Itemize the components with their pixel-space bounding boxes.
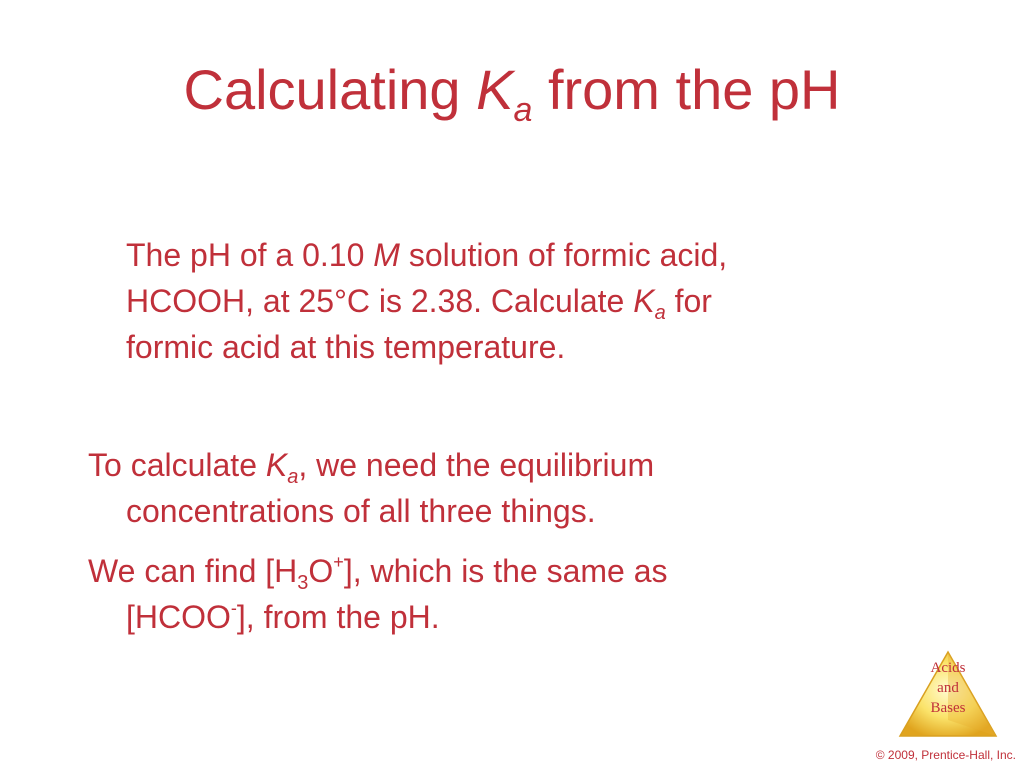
para2-line-1-text-c: ], which is the same as — [343, 553, 668, 589]
problem-line-2 — [126, 278, 946, 324]
title-k-subscript: a — [513, 91, 533, 129]
para2-line-2-text-a: [HCOO — [126, 599, 231, 635]
para1-line-1-text-a: To calculate — [88, 447, 266, 483]
para1-line-2: concentrations of all three things. — [126, 493, 596, 529]
problem-line-1-text-b: solution of formic acid, — [399, 237, 728, 273]
para2-line-1-text-b: O — [308, 553, 334, 589]
para1-k-symbol: K — [265, 447, 288, 483]
title-k-symbol: K — [476, 58, 514, 121]
title-text-before: Calculating — [183, 58, 477, 121]
paragraph-find-concentration — [88, 548, 948, 640]
problem-k-symbol: K — [633, 283, 655, 319]
para2-line-2 — [88, 594, 948, 640]
hydronium-subscript: 3 — [297, 572, 309, 594]
para1-line-1 — [88, 442, 948, 488]
logo-text-acids: Acids — [930, 660, 966, 676]
copyright-notice: © 2009, Prentice-Hall, Inc. — [875, 748, 1016, 762]
problem-statement — [126, 232, 946, 370]
problem-line-2-text-b: for — [665, 283, 712, 319]
logo-text — [896, 658, 1000, 718]
title-text-after: from the pH — [532, 58, 841, 121]
problem-line-3: formic acid at this temperature. — [126, 329, 566, 365]
problem-line-1 — [126, 232, 946, 278]
logo-text-bases: Bases — [930, 700, 966, 716]
problem-line-1-text-a: The pH of a 0.10 — [126, 237, 374, 273]
molarity-symbol: M — [373, 237, 400, 273]
paragraph-ka-requirement — [88, 442, 948, 534]
para1-line-1-text-b: , we need the equilibrium — [298, 447, 655, 483]
slide-title — [0, 50, 1024, 130]
para1-k-subscript: a — [287, 466, 299, 488]
hydronium-charge: + — [333, 552, 344, 572]
problem-line-2-text-a: HCOOH, at 25°C is 2.38. Calculate — [126, 283, 634, 319]
para2-line-2-text-b: ], from the pH. — [236, 599, 440, 635]
problem-k-subscript: a — [654, 302, 666, 324]
logo-text-and: and — [937, 680, 959, 696]
formate-charge: - — [230, 598, 237, 618]
para2-line-1 — [88, 548, 948, 594]
para2-line-1-text-a: We can find [H — [88, 553, 298, 589]
acids-bases-logo — [896, 650, 1000, 742]
